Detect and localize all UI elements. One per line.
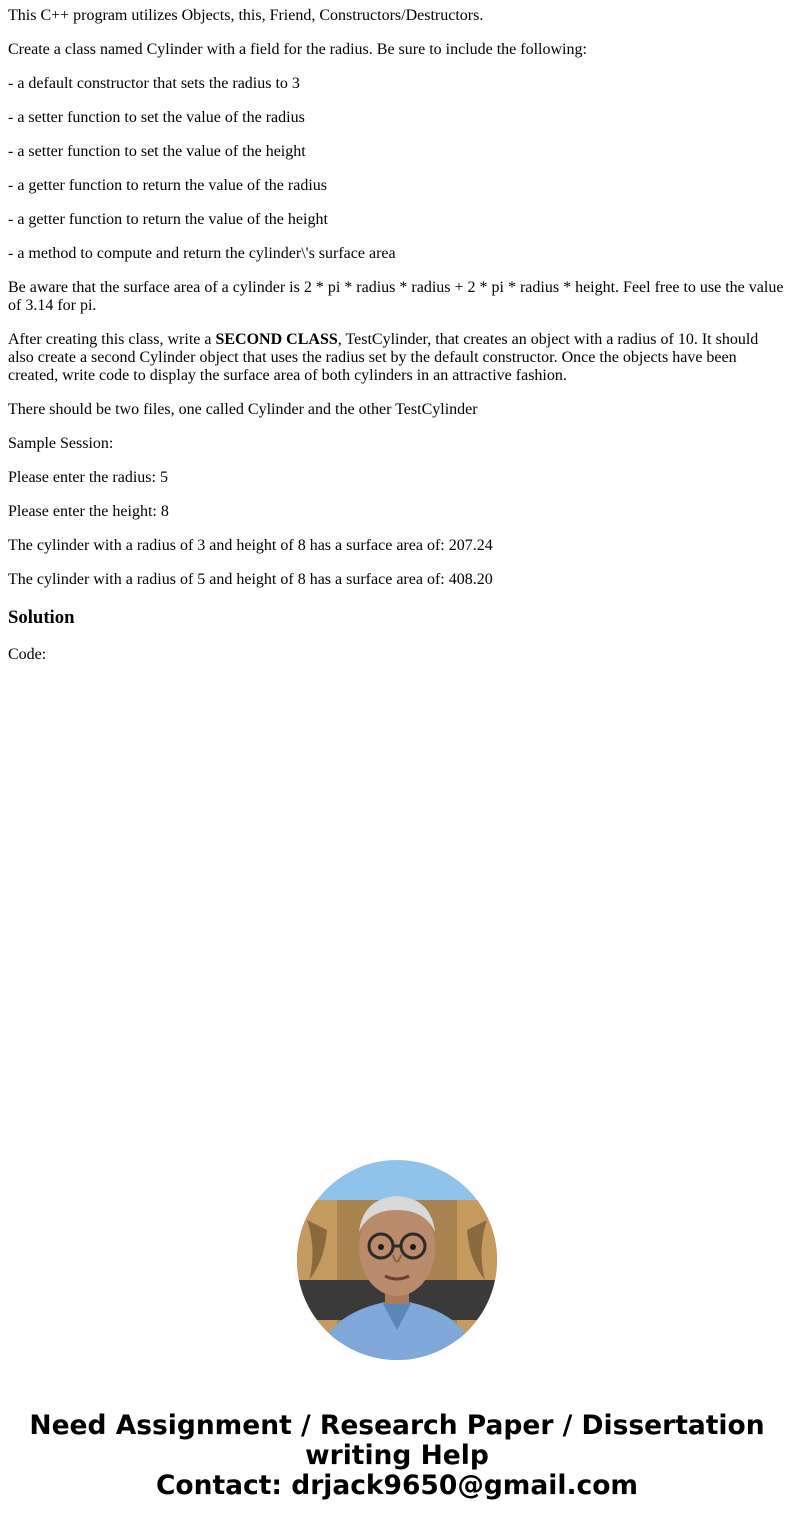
avatar-portrait bbox=[297, 1160, 497, 1360]
second-class-after: , TestCylinder, that creates an object with a radius of 10. It should also create a second Cylinder object that uses the radius set by the default constructor. Once the objects have been created, write code to display the surface area of both cylinders in an attractive fashion. bbox=[8, 331, 759, 384]
sample-line: Please enter the radius: 5 bbox=[8, 469, 168, 486]
requirement-item: - a getter function to return the value of the radius bbox=[8, 177, 327, 194]
code-label: Code: bbox=[8, 646, 47, 663]
second-class-before: After creating this class, write a bbox=[8, 331, 216, 348]
sample-line: The cylinder with a radius of 3 and height of 8 has a surface area of: 207.24 bbox=[8, 537, 493, 554]
requirement-item: - a setter function to set the value of the radius bbox=[8, 109, 305, 126]
footer-line-3: Contact: drjack9650@gmail.com bbox=[155, 1470, 639, 1501]
sample-line: Please enter the height: 8 bbox=[8, 503, 169, 520]
sample-line: The cylinder with a radius of 5 and height of 8 has a surface area of: 408.20 bbox=[8, 571, 493, 588]
sample-session-label: Sample Session: bbox=[8, 435, 114, 452]
requirement-item: - a getter function to return the value of the height bbox=[8, 211, 328, 228]
intro-text: This C++ program utilizes Objects, this, Friend, Constructors/Destructors. bbox=[8, 7, 484, 24]
second-class-bold: SECOND CLASS bbox=[215, 331, 338, 348]
task-text: Create a class named Cylinder with a field for the radius. Be sure to include the following: bbox=[8, 41, 587, 58]
requirement-item: - a default constructor that sets the radius to 3 bbox=[8, 75, 300, 92]
requirement-item: - a setter function to set the value of the height bbox=[8, 143, 306, 160]
solution-heading: Solution bbox=[8, 607, 75, 628]
footer-contact bbox=[0, 1411, 794, 1501]
second-class-paragraph bbox=[8, 331, 786, 385]
question-body bbox=[0, 7, 794, 664]
requirement-item: - a method to compute and return the cylinder\'s surface area bbox=[8, 245, 396, 262]
formula-note: Be aware that the surface area of a cylinder is 2 * pi * radius * radius + 2 * pi * radius * height. Feel free to use the value of 3.14 for pi. bbox=[8, 279, 784, 314]
files-note: There should be two files, one called Cylinder and the other TestCylinder bbox=[8, 401, 478, 418]
footer-line-2: writing Help bbox=[305, 1440, 489, 1471]
footer-line-1: Need Assignment / Research Paper / Dissertation bbox=[29, 1410, 765, 1441]
avatar bbox=[297, 1160, 497, 1360]
